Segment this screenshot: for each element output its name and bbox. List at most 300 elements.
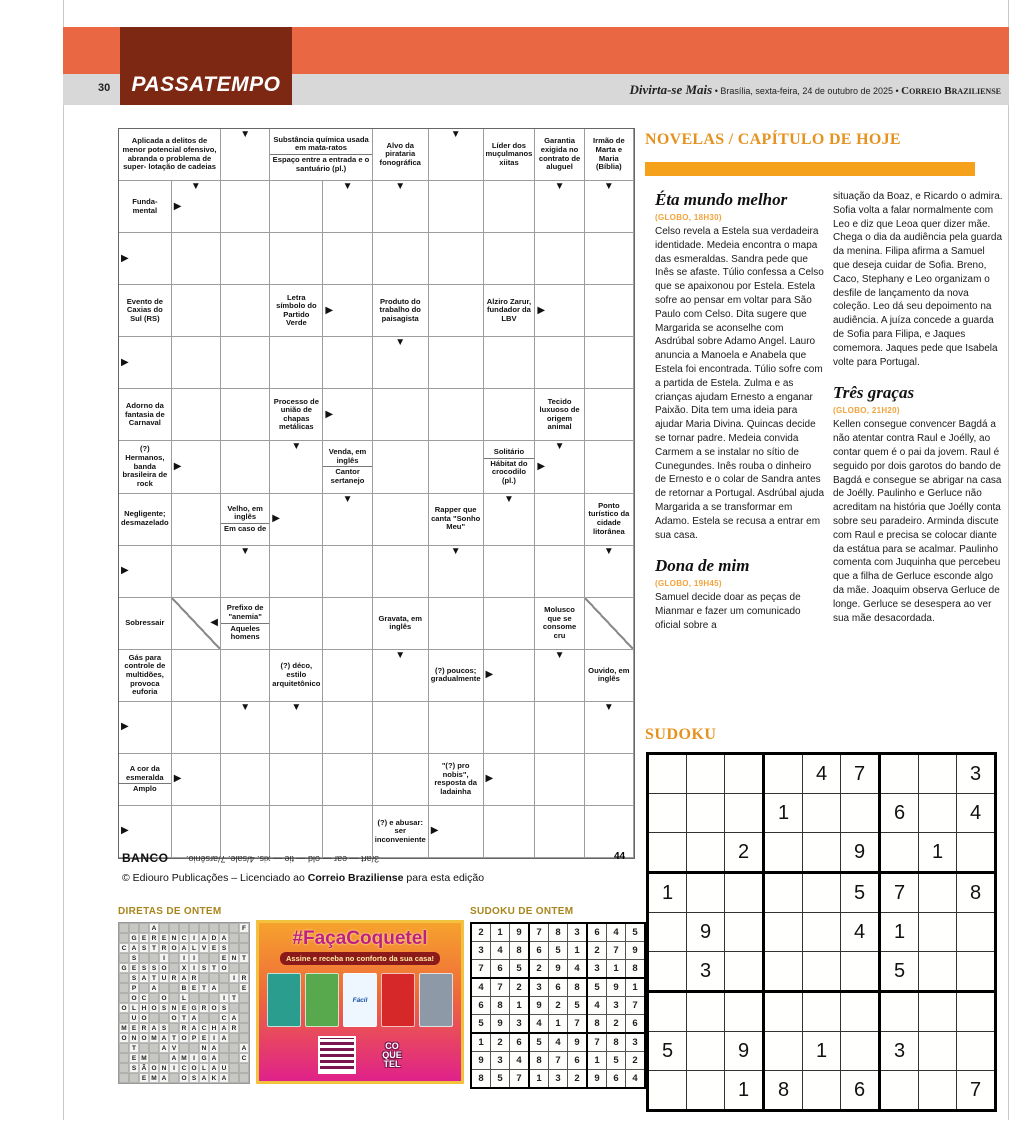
diretas-blocked-cell (119, 983, 129, 993)
diretas-letter-cell: A (159, 1073, 169, 1083)
yesterday-sudoku-cell: 3 (607, 997, 626, 1015)
clue-text: Líder dos muçulmanos xiitas (485, 140, 533, 167)
yesterday-sudoku-cell: 7 (471, 960, 491, 979)
crossword-answer-cell (323, 650, 372, 702)
qr-code (318, 1036, 356, 1074)
yesterday-sudoku-cell: 2 (471, 923, 491, 942)
diretas-letter-cell: E (189, 983, 199, 993)
crossword-clue-cell (429, 650, 484, 702)
diretas-letter-cell: A (149, 923, 159, 933)
sudoku-cell: 5 (648, 1032, 687, 1071)
diretas-blocked-cell (199, 923, 209, 933)
arrow-down-icon: ▼ (450, 545, 461, 557)
diretas-blocked-cell (139, 1043, 149, 1053)
diretas-solution-grid (118, 922, 250, 1084)
sudoku-cell (648, 794, 687, 833)
arrow-down-icon: ▼ (603, 545, 614, 557)
diretas-blocked-cell (229, 983, 239, 993)
diretas-letter-cell: E (239, 983, 249, 993)
arrow-down-icon: ▼ (342, 181, 353, 193)
novelas-heading: NOVELAS / CAPÍTULO DE HOJE (645, 131, 901, 148)
clue-text: Letra símbolo do Partido Verde (276, 292, 317, 328)
crossword-answer-cell (172, 181, 221, 233)
diretas-letter-cell: A (149, 983, 159, 993)
crossword-clue-cell (119, 441, 172, 493)
yesterday-sudoku-cell: 4 (587, 997, 607, 1015)
coquetel-ad-banner[interactable] (256, 920, 464, 1084)
yesterday-sudoku-cell: 7 (607, 942, 626, 960)
arrow-down-icon: ▼ (240, 701, 251, 713)
diretas-letter-cell: A (209, 1043, 219, 1053)
yesterday-sudoku-cell: 7 (626, 997, 646, 1015)
yesterday-sudoku-cell: 2 (587, 942, 607, 960)
left-page-rule (63, 0, 64, 1120)
magazine-cover (381, 973, 415, 1027)
diretas-blocked-cell (199, 973, 209, 983)
sudoku-cell: 3 (957, 754, 996, 794)
diretas-letter-cell: S (189, 1073, 199, 1083)
magazine-cover: Fácil (343, 973, 377, 1027)
crossword-answer-cell (172, 650, 221, 702)
diretas-letter-cell: H (209, 1023, 219, 1033)
diretas-letter-cell: O (129, 993, 139, 1003)
diretas-letter-cell: A (229, 1013, 239, 1023)
sudoku-cell: 9 (687, 913, 725, 952)
crossword-answer-cell (172, 389, 221, 441)
sudoku-cell: 9 (841, 833, 880, 873)
crossword-answer-cell (172, 754, 221, 806)
sudoku-cell (919, 754, 957, 794)
yesterday-sudoku-cell: 9 (510, 923, 530, 942)
sudoku-cell (841, 952, 880, 992)
diretas-letter-cell: T (169, 1033, 179, 1043)
sudoku-cell: 4 (957, 794, 996, 833)
sudoku-cell (764, 992, 803, 1032)
sudoku-cell: 1 (725, 1071, 764, 1111)
crossword-answer-cell (270, 754, 323, 806)
sudoku-cell (648, 913, 687, 952)
arrow-down-icon: ▼ (554, 181, 565, 193)
diretas-blocked-cell (199, 1013, 209, 1023)
crossword-answer-cell (373, 337, 429, 389)
diretas-letter-cell: A (209, 1063, 219, 1073)
diretas-blocked-cell (209, 1013, 219, 1023)
crossword-answer-cell (429, 441, 484, 493)
crossword-answer-cell (270, 181, 323, 233)
clue-text: Processo de união de chapas metálicas (273, 396, 319, 432)
diretas-blocked-cell (129, 1073, 139, 1083)
crossword-answer-cell (484, 546, 536, 598)
crossword-answer-cell (323, 702, 372, 754)
sudoku-cell: 1 (803, 1032, 841, 1071)
yesterday-sudoku-cell: 3 (549, 1070, 568, 1089)
diretas-letter-cell: A (219, 1023, 229, 1033)
crossword-answer-cell (484, 233, 536, 285)
sudoku-cell: 9 (725, 1032, 764, 1071)
diretas-blocked-cell (239, 1063, 249, 1073)
yesterday-sudoku-cell: 2 (607, 1015, 626, 1034)
sudoku-cell (687, 833, 725, 873)
diretas-blocked-cell (239, 1033, 249, 1043)
diretas-letter-cell: E (129, 963, 139, 973)
yesterday-sudoku-cell: 9 (626, 942, 646, 960)
sudoku-cell (648, 1071, 687, 1111)
arrow-down-icon: ▼ (603, 181, 614, 193)
show-channel-tres: (GLOBO, 21H20) (833, 406, 900, 416)
diretas-letter-cell: E (199, 1033, 209, 1043)
diretas-letter-cell: S (129, 953, 139, 963)
crossword-answer-cell (270, 337, 323, 389)
crossword-answer-cell (484, 650, 536, 702)
arrow-left-icon: ◀ (210, 617, 218, 629)
diretas-letter-cell: E (159, 933, 169, 943)
crossword-clue-cell (119, 389, 172, 441)
diretas-blocked-cell (179, 1043, 189, 1053)
crossword-answer-cell (535, 546, 584, 598)
diretas-letter-cell: N (199, 1043, 209, 1053)
yesterday-sudoku-cell: 7 (568, 1015, 588, 1034)
crossword-answer-cell (270, 598, 323, 650)
crossword-answer-cell (429, 181, 484, 233)
diretas-blocked-cell (129, 923, 139, 933)
diretas-letter-cell: I (189, 953, 199, 963)
yesterday-sudoku-cell: 2 (549, 997, 568, 1015)
diretas-blocked-cell (239, 1073, 249, 1083)
crossword-answer-cell (323, 337, 372, 389)
yesterday-sudoku-cell: 9 (568, 1033, 588, 1052)
arrow-down-icon: ▼ (504, 493, 514, 505)
crossword-answer-cell (323, 389, 372, 441)
yesterday-sudoku-heading: SUDOKU DE ONTEM (470, 906, 574, 917)
show-channel-dona: (GLOBO, 19H45) (655, 579, 722, 589)
sudoku-cell (687, 992, 725, 1032)
diretas-letter-cell: T (239, 953, 249, 963)
crossword-answer-cell (221, 181, 270, 233)
right-page-rule (1008, 0, 1009, 1120)
diretas-letter-cell: F (239, 923, 249, 933)
diretas-blocked-cell (209, 923, 219, 933)
yesterday-sudoku-cell: 8 (607, 1033, 626, 1052)
sudoku-cell (687, 794, 725, 833)
crossword-answer-cell (535, 337, 584, 389)
diretas-letter-cell: S (149, 963, 159, 973)
section-banner (120, 27, 292, 105)
clue-text: Tecido luxuoso de origem animal (539, 396, 580, 432)
sudoku-cell (919, 873, 957, 913)
diretas-letter-cell: M (139, 1053, 149, 1063)
diretas-letter-cell: I (229, 973, 239, 983)
diretas-letter-cell: K (209, 1073, 219, 1083)
diretas-blocked-cell (229, 933, 239, 943)
crossword-clue-cell (221, 598, 270, 650)
diretas-blocked-cell (219, 1053, 229, 1063)
diretas-letter-cell: A (209, 983, 219, 993)
novelas-column-left (655, 190, 825, 635)
crossword-clue-cell (484, 285, 536, 337)
clue-text: Amplo (119, 783, 171, 795)
diretas-letter-cell: G (189, 1003, 199, 1013)
arrow-right-icon: ▶ (485, 773, 494, 785)
diretas-letter-cell: T (209, 963, 219, 973)
diretas-letter-cell: A (209, 1053, 219, 1063)
clue-text: Ouvido, em inglês (588, 665, 630, 684)
arrow-right-icon: ▶ (121, 356, 129, 368)
novelas-column-right (833, 190, 1003, 627)
sudoku-cell (687, 754, 725, 794)
crossword-clue-cell (429, 494, 484, 546)
clue-text: (?) Hermanos, banda brasileira de rock (122, 444, 168, 488)
logo-text-line: CO (385, 1040, 399, 1051)
diretas-blocked-cell (239, 1023, 249, 1033)
diretas-letter-cell: S (159, 1023, 169, 1033)
crossword-clue-cell (221, 494, 270, 546)
crossword-clue-cell (535, 129, 584, 181)
diretas-blocked-cell (229, 1073, 239, 1083)
crossword-answer-cell (119, 546, 172, 598)
crossword-answer-cell (484, 181, 536, 233)
diretas-letter-cell: S (199, 963, 209, 973)
crossword-answer-cell (221, 546, 270, 598)
sudoku-cell (764, 913, 803, 952)
diretas-letter-cell: N (129, 1033, 139, 1043)
diretas-letter-cell: O (189, 1063, 199, 1073)
diretas-letter-cell: M (119, 1023, 129, 1033)
diretas-blocked-cell (139, 923, 149, 933)
crossword-clue-cell (270, 129, 372, 181)
yesterday-sudoku-cell: 1 (491, 923, 510, 942)
diretas-blocked-cell (229, 1003, 239, 1013)
diretas-letter-cell: C (179, 1063, 189, 1073)
crossword-answer-cell (484, 337, 536, 389)
crossword-answer-cell (119, 702, 172, 754)
crossword-answer-cell (429, 129, 484, 181)
diretas-letter-cell: I (189, 1053, 199, 1063)
crossword-clue-cell (429, 754, 484, 806)
diretas-blocked-cell (209, 953, 219, 963)
clue-text: Substância química usada em mata-ratos (273, 134, 369, 153)
sudoku-cell (764, 1032, 803, 1071)
yesterday-sudoku-cell: 1 (587, 1052, 607, 1070)
diretas-blocked-cell (159, 923, 169, 933)
diretas-letter-cell: O (169, 1013, 179, 1023)
crossword-answer-cell (484, 754, 536, 806)
show-synopsis-tres: Kellen consegue convencer Bagdá a não atentar contra Raul e Joélly, ao contar quem é o pai da jovem. Raul é seguido por dois garotos do bando de Bagdá e consegue se abrigar na casa de Joélly. Paulinho e Gerluce não acreditam na história que Joélly conta sobre seu paradeiro. Arminda discute com Raul e precisa se colocar diante da estátua para se acalmar. Paulinho comenta com Juquinha que percebeu que a filha de Gerluce esconde algo da mãe. Joaquim observa Gerluce de longe. Gerluce se desespera ao ver sua mãe desacordada. (833, 419, 1002, 624)
crossword-answer-cell (172, 546, 221, 598)
sudoku-cell (957, 913, 996, 952)
diretas-letter-cell: A (159, 1033, 169, 1043)
yesterday-sudoku-cell: 2 (491, 1033, 510, 1052)
sudoku-cell (803, 992, 841, 1032)
crossword-answer-cell (221, 702, 270, 754)
diretas-blocked-cell (179, 923, 189, 933)
clue-text: Venda, em inglês (328, 447, 367, 465)
yesterday-sudoku-cell: 6 (587, 923, 607, 942)
crossword-answer-cell (535, 441, 584, 493)
arrow-right-icon: ▶ (537, 304, 546, 316)
page-number: 30 (98, 82, 111, 94)
crossword-answer-cell (429, 598, 484, 650)
sudoku-cell: 5 (841, 873, 880, 913)
crossword-answer-cell (323, 754, 372, 806)
show-channel-eta: (GLOBO, 18H30) (655, 213, 722, 222)
crossword-answer-cell (221, 389, 270, 441)
crossword-clue-cell (484, 441, 536, 493)
sudoku-cell (648, 833, 687, 873)
clue-text: Molusco que se consome cru (542, 604, 577, 640)
diretas-letter-cell: O (119, 1033, 129, 1043)
diretas-letter-cell: U (219, 1063, 229, 1073)
diretas-blocked-cell (229, 963, 239, 973)
crossword-answer-cell (172, 233, 221, 285)
diretas-letter-cell: A (169, 1053, 179, 1063)
diretas-letter-cell: R (139, 1023, 149, 1033)
diretas-blocked-cell (239, 963, 249, 973)
clue-text: Funda- mental (132, 197, 158, 215)
sudoku-cell: 1 (764, 794, 803, 833)
yesterday-sudoku-cell: 6 (626, 1015, 646, 1034)
arrow-right-icon: ▶ (121, 721, 129, 733)
sudoku-cell: 2 (725, 833, 764, 873)
clue-text: "(?) pro nobis", resposta da ladainha (434, 761, 477, 796)
diretas-blocked-cell (119, 923, 129, 933)
diretas-blocked-cell (119, 953, 129, 963)
clue-text: Velho, em inglês (227, 503, 263, 522)
sudoku-cell: 1 (880, 913, 919, 952)
clue-text: Evento de Caxias do Sul (RS) (126, 296, 163, 324)
diretas-letter-cell: E (139, 1073, 149, 1083)
diretas-letter-cell: E (139, 933, 149, 943)
crossword-answer-cell (535, 754, 584, 806)
diretas-blocked-cell (169, 963, 179, 973)
diretas-letter-cell: S (219, 1003, 229, 1013)
crossword-answer-cell (221, 337, 270, 389)
sudoku-cell: 7 (841, 754, 880, 794)
crossword-answer-cell (270, 702, 323, 754)
crossword-answer-cell (585, 233, 634, 285)
sudoku-cell (957, 992, 996, 1032)
diretas-letter-cell: T (149, 973, 159, 983)
diretas-letter-cell: N (169, 1003, 179, 1013)
yesterday-sudoku-cell: 9 (529, 997, 549, 1015)
diretas-blocked-cell (189, 1043, 199, 1053)
crossword-answer-cell (484, 806, 536, 858)
yesterday-sudoku-cell: 7 (529, 923, 549, 942)
ad-hashtag: #FaçaCoquetel (292, 928, 428, 949)
yesterday-sudoku-cell: 1 (549, 1015, 568, 1034)
diretas-blocked-cell (119, 973, 129, 983)
diretas-blocked-cell (239, 993, 249, 1003)
diretas-blocked-cell (159, 983, 169, 993)
crossword-answer-cell (323, 285, 372, 337)
diretas-letter-cell: R (159, 943, 169, 953)
yesterday-sudoku-cell: 9 (549, 960, 568, 979)
sudoku-cell: 8 (957, 873, 996, 913)
diretas-letter-cell: G (119, 963, 129, 973)
crossword-answer-cell (373, 441, 429, 493)
arrow-down-icon: ▼ (450, 129, 461, 140)
crossword-answer-cell (535, 233, 584, 285)
diretas-blocked-cell (119, 933, 129, 943)
crossword-grid (118, 128, 635, 859)
diretas-letter-cell: O (139, 1033, 149, 1043)
clue-text: Aplicada a delitos de menor potencial ofensivo, abranda o problema de super- lotação de cadeias (122, 136, 217, 172)
diretas-blocked-cell (219, 923, 229, 933)
crossword-answer-cell (373, 233, 429, 285)
crossword-clue-cell (373, 598, 429, 650)
diretas-blocked-cell (119, 1053, 129, 1063)
banco-label: BANCO (122, 851, 169, 865)
diretas-letter-cell: I (169, 1063, 179, 1073)
crossword-clue-cell (585, 650, 634, 702)
sudoku-cell (687, 1032, 725, 1071)
diretas-blocked-cell (239, 1003, 249, 1013)
crossword-clue-cell (323, 441, 372, 493)
diretas-blocked-cell (119, 993, 129, 1003)
diretas-letter-cell: U (159, 973, 169, 983)
magazine-cover (305, 973, 339, 1027)
yesterday-sudoku-cell: 9 (607, 978, 626, 997)
diretas-blocked-cell (229, 923, 239, 933)
diretas-blocked-cell (229, 1053, 239, 1063)
crossword-answer-cell (429, 389, 484, 441)
arrow-right-icon: ▶ (325, 304, 334, 316)
crossword-answer-cell (535, 181, 584, 233)
diretas-letter-cell: N (229, 953, 239, 963)
diretas-letter-cell: M (149, 1033, 159, 1043)
arrow-down-icon: ▼ (395, 337, 406, 349)
diretas-letter-cell: O (119, 1003, 129, 1013)
crossword-answer-cell (484, 702, 536, 754)
diretas-heading: DIRETAS DE ONTEM (118, 906, 222, 917)
sudoku-cell: 3 (880, 1032, 919, 1071)
crossword-answer-cell (484, 598, 536, 650)
diretas-letter-cell: D (209, 933, 219, 943)
clue-text: Hábitat do crocodilo (pl.) (484, 458, 535, 487)
diretas-letter-cell: R (169, 973, 179, 983)
diretas-blocked-cell (229, 1043, 239, 1053)
yesterday-sudoku-cell: 3 (491, 1052, 510, 1070)
diretas-letter-cell: P (189, 1033, 199, 1043)
crossword-answer-cell (323, 181, 372, 233)
diretas-letter-cell: C (179, 933, 189, 943)
sudoku-cell (841, 992, 880, 1032)
sudoku-cell (880, 833, 919, 873)
yesterday-sudoku-cell: 4 (607, 923, 626, 942)
diretas-blocked-cell (169, 1023, 179, 1033)
diretas-letter-cell: A (199, 1073, 209, 1083)
diretas-blocked-cell (239, 933, 249, 943)
yesterday-sudoku-cell: 4 (529, 1015, 549, 1034)
diretas-letter-cell: S (129, 973, 139, 983)
arrow-down-icon: ▼ (554, 649, 565, 661)
clue-text: Alvo da pirataria fonográfica (379, 140, 421, 167)
diretas-letter-cell: C (199, 1023, 209, 1033)
yesterday-sudoku-cell: 1 (607, 960, 626, 979)
sudoku-cell (957, 1032, 996, 1071)
arrow-down-icon: ▼ (603, 701, 614, 713)
yesterday-sudoku-cell: 9 (587, 1070, 607, 1089)
diretas-letter-cell: I (219, 993, 229, 1003)
sudoku-cell: 7 (957, 1071, 996, 1111)
logo-text-line: QUE (382, 1049, 402, 1060)
diretas-letter-cell: A (139, 973, 149, 983)
sudoku-cell (803, 873, 841, 913)
diretas-blocked-cell (219, 983, 229, 993)
diretas-letter-cell: H (139, 1003, 149, 1013)
diretas-letter-cell: L (199, 1063, 209, 1073)
diretas-letter-cell: U (129, 1013, 139, 1023)
diretas-letter-cell: X (179, 963, 189, 973)
